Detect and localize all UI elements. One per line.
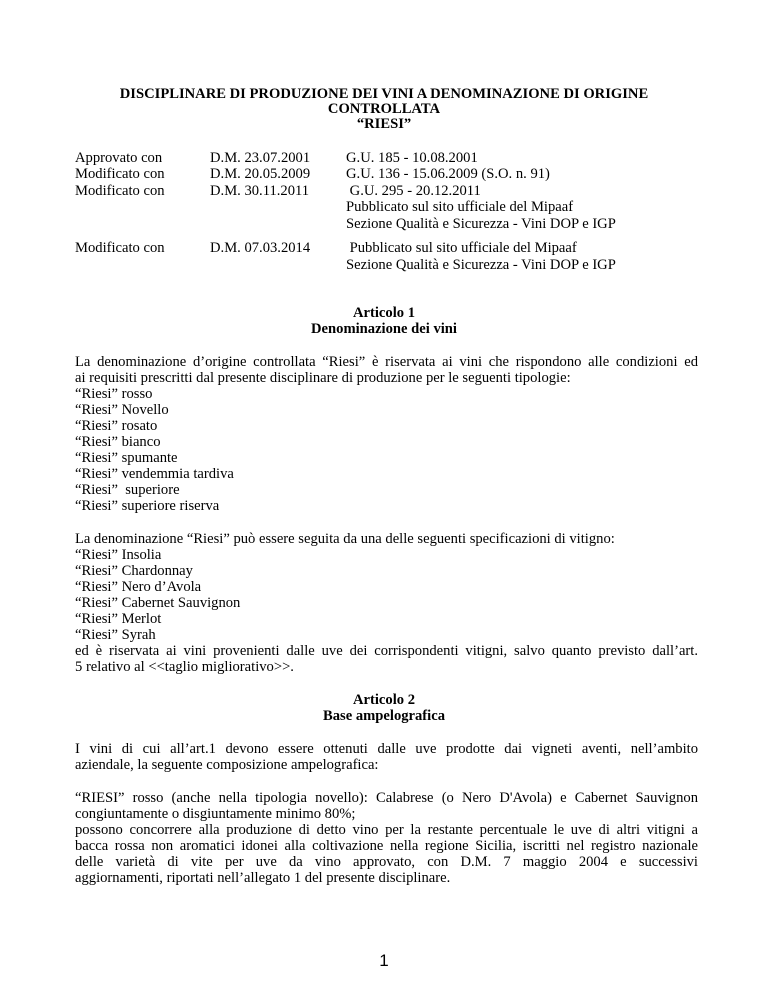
approval-gu: G.U. 295 - 20.12.2011 <box>346 183 481 199</box>
article-1-intro: La denominazione d’origine controllata “Riesi” è riservata ai vini che rispondono alle condizioni ed <box>75 354 698 370</box>
wine-type-item: “Riesi” Novello <box>75 402 169 418</box>
varietal-item: “Riesi” Insolia <box>75 547 162 563</box>
wine-type-item: “Riesi” vendemmia tardiva <box>75 466 234 482</box>
article-1-subheading: Denominazione dei vini <box>311 321 457 337</box>
wine-type-item: “Riesi” rosato <box>75 418 158 434</box>
approval-dm: D.M. 23.07.2001 <box>210 150 311 166</box>
wine-type-item: “Riesi” spumante <box>75 450 178 466</box>
wine-type-item: “Riesi” bianco <box>75 434 161 450</box>
approval-gu: Pubblicato sul sito ufficiale del Mipaaf <box>346 240 577 256</box>
article-2-heading: Articolo 2 <box>352 692 415 708</box>
wine-type-item: “Riesi” superiore <box>75 482 180 498</box>
varietal-intro: La denominazione “Riesi” può essere seguita da una delle seguenti specificazioni di vitigno: <box>75 531 615 547</box>
article-2-subheading: Base ampelografica <box>323 708 445 724</box>
approval-gu: Sezione Qualità e Sicurezza - Vini DOP e IGP <box>346 257 616 273</box>
article-2-rosso-text: aggiornamenti, riportati nell’allegato 1 del presente disciplinare. <box>75 870 451 886</box>
wine-type-item: “Riesi” superiore riserva <box>75 498 220 514</box>
approval-label: Modificato con <box>75 183 165 199</box>
approval-label: Modificato con <box>75 166 165 182</box>
article-1-intro: ai requisiti prescritti dal presente disciplinare di produzione per le seguenti tipologie: <box>75 370 571 386</box>
article-1-closing: 5 relativo al <<taglio migliorativo>>. <box>75 659 294 675</box>
approval-label: Approvato con <box>75 150 163 166</box>
varietal-item: “Riesi” Merlot <box>75 611 162 627</box>
article-2-rosso-text: “RIESI” rosso (anche nella tipologia novello): Calabrese (o Nero D'Avola) e Cabernet Sauvignon <box>75 790 698 806</box>
article-2-intro: aziendale, la seguente composizione ampelografica: <box>75 757 379 773</box>
varietal-item: “Riesi” Chardonnay <box>75 563 193 579</box>
varietal-item: “Riesi” Nero d’Avola <box>75 579 202 595</box>
approval-dm: D.M. 20.05.2009 <box>210 166 311 182</box>
article-1-closing: ed è riservata ai vini provenienti dalle uve dei corrispondenti vitigni, salvo quanto previsto dall’art. <box>75 643 698 659</box>
varietal-item: “Riesi” Cabernet Sauvignon <box>75 595 241 611</box>
article-2-rosso-text: bacca rossa non aromatici idonei alla coltivazione nella regione Sicilia, iscritti nel registro nazionale <box>75 838 698 854</box>
approval-gu: Sezione Qualità e Sicurezza - Vini DOP e IGP <box>346 216 616 232</box>
document-title-line-2: CONTROLLATA <box>327 101 441 117</box>
varietal-item: “Riesi” Syrah <box>75 627 156 643</box>
article-2-intro: I vini di cui all’art.1 devono essere ottenuti dalle uve prodotte dai vigneti aventi, nell’ambito <box>75 741 698 757</box>
approval-label: Modificato con <box>75 240 165 256</box>
wine-type-item: “Riesi” rosso <box>75 386 153 402</box>
article-2-rosso-text: congiuntamente o disgiuntamente minimo 80%; <box>75 806 356 822</box>
article-1-heading: Articolo 1 <box>352 305 415 321</box>
approval-gu: G.U. 136 - 15.06.2009 (S.O. n. 91) <box>346 166 550 182</box>
page-number: 1 <box>379 951 389 970</box>
article-2-rosso-text: delle varietà di vite per uve da vino approvato, con D.M. 7 maggio 2004 e successivi <box>75 854 698 870</box>
document-title-line-1: DISCIPLINARE DI PRODUZIONE DEI VINI A DENOMINAZIONE DI ORIGINE <box>119 86 649 102</box>
approval-gu: G.U. 185 - 10.08.2001 <box>346 150 478 166</box>
article-2-rosso-text: possono concorrere alla produzione di detto vino per la restante percentuale le uve di altri vitigni a <box>75 822 698 838</box>
approval-gu: Pubblicato sul sito ufficiale del Mipaaf <box>346 199 574 215</box>
approval-dm: D.M. 30.11.2011 <box>210 183 310 199</box>
approval-dm: D.M. 07.03.2014 <box>210 240 311 256</box>
document-title-line-3: “RIESI” <box>356 116 412 132</box>
